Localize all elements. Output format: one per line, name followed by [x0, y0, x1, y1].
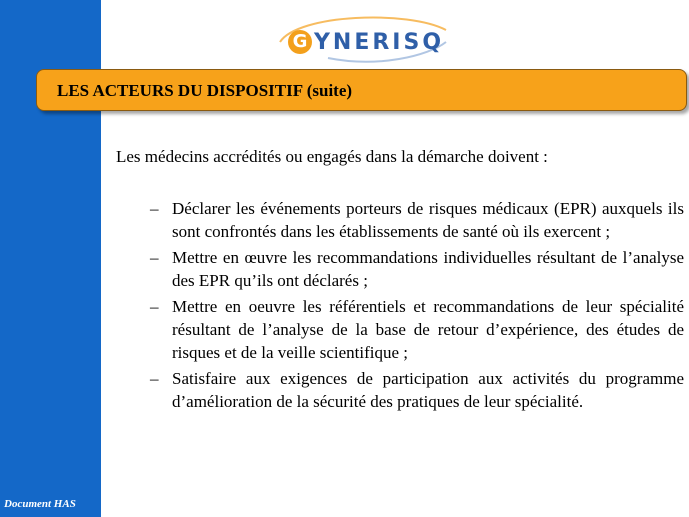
list-item	[150, 197, 684, 243]
list-item-text: Satisfaire aux exigences de participation aux activités du programme d’amélioration de la sécurité des pratiques de leur spécialité.	[172, 369, 684, 411]
obligations-list	[150, 197, 684, 416]
dash-marker: –	[150, 369, 159, 388]
list-item-text: Mettre en oeuvre les référentiels et recommandations de leur spécialité résultant de l’analyse de la base de retour d’expérience, des études de risques et de la veille scientifique ;	[172, 297, 684, 362]
slide-title-box	[36, 69, 687, 111]
gynerisq-logo	[268, 12, 458, 64]
slide-title: LES ACTEURS DU DISPOSITIF (suite)	[57, 81, 353, 100]
list-item	[150, 246, 684, 292]
dash-marker: –	[150, 248, 159, 267]
intro-text: Les médecins accrédités ou engagés dans la démarche doivent :	[116, 147, 548, 166]
list-item	[150, 367, 684, 413]
logo-rest-letters: YNERISQ	[314, 30, 445, 55]
logo-first-letter: G	[288, 30, 312, 54]
list-item	[150, 295, 684, 364]
document-source-label: Document HAS	[4, 498, 76, 510]
dash-marker: –	[150, 199, 159, 218]
list-item-text: Mettre en œuvre les recommandations individuelles résultant de l’analyse des EPR qu’ils ont déclarés ;	[172, 248, 684, 290]
dash-marker: –	[150, 297, 159, 316]
logo-wordmark	[288, 30, 444, 55]
list-item-text: Déclarer les événements porteurs de risques médicaux (EPR) auxquels ils sont confrontés dans les établissements de santé où ils exercent ;	[172, 199, 684, 241]
